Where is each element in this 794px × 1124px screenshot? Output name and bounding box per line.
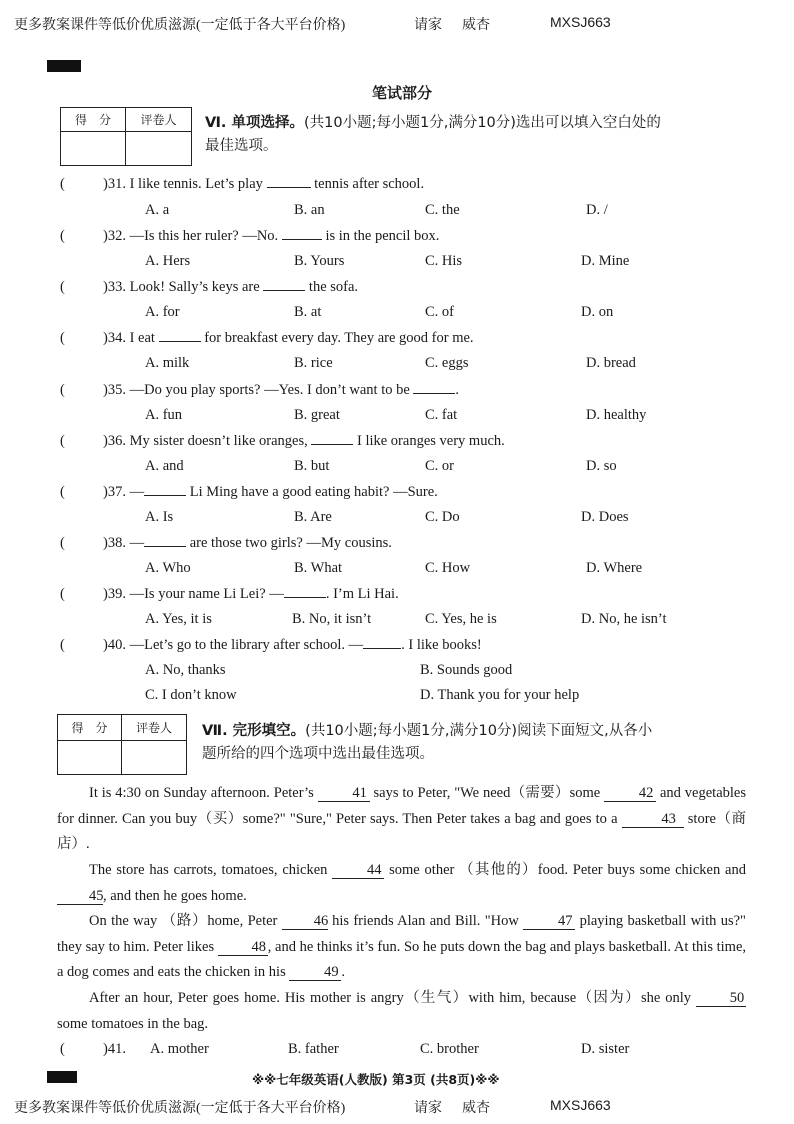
- question-stem-post: for breakfast every day. They are good for me.: [200, 330, 474, 346]
- blank-49: 49: [289, 964, 341, 981]
- banner-text: 更多教案课件等低价优质滋源(一定低于各大平台价格): [14, 1101, 346, 1116]
- question-stem-post: tennis after school.: [310, 176, 425, 192]
- question-row: [0, 228, 794, 248]
- question-stem-pre: Look! Sally’s keys are: [129, 279, 264, 295]
- option-d: D. /: [586, 202, 608, 218]
- passage-paragraph-2: The store has carrots, tomatoes, chicken 44 some other （其他的）food. Peter buys some chicken and 45, and then he goes home.: [57, 858, 746, 909]
- grader-label: 评卷人: [126, 108, 192, 132]
- option-a: A. Who: [145, 560, 191, 576]
- answer-blank: [159, 341, 201, 342]
- question-stem-post: the sofa.: [305, 279, 359, 295]
- section-header: 笔试部分: [372, 84, 433, 102]
- blank-44: 44: [332, 862, 384, 879]
- banner-contact: 请家: [414, 18, 442, 33]
- grader-label: 评卷人: [122, 715, 187, 741]
- blank-46: 46: [282, 913, 328, 930]
- option-b: B. What: [294, 560, 343, 576]
- answer-blank: [363, 648, 401, 649]
- passage-paragraph-1: It is 4:30 on Sunday afternoon. Peter’s 41 says to Peter, "We need（需要）some 42 and vegetables for dinner. Can you buy（买）some?" "Sure," Peter says. Then Peter takes a bag and goes to a 43 store（商店）.: [57, 785, 746, 853]
- part7-desc-line2: 题所给的四个选项中选出最佳选项。: [202, 746, 434, 762]
- question-number: )40.: [103, 637, 126, 653]
- corner-marker: [47, 60, 81, 72]
- answer-paren: (: [60, 228, 65, 244]
- option-d: D. Does: [581, 509, 629, 525]
- question-stem-post: are those two girls? —My cousins.: [186, 535, 392, 551]
- blank-50: 50: [696, 990, 746, 1007]
- answer-blank: [311, 444, 353, 445]
- question-number: )41.: [103, 1041, 126, 1057]
- banner-name: 威杏: [462, 1101, 490, 1116]
- question-text: [103, 484, 438, 501]
- banner-text: 更多教案课件等低价优质滋源(一定低于各大平台价格): [14, 18, 346, 33]
- option-c: C. eggs: [425, 355, 469, 371]
- option-b: B. at: [294, 304, 322, 320]
- answer-blank: [144, 546, 186, 547]
- part7-title: Ⅶ. 完形填空。: [202, 723, 306, 739]
- answer-paren: (: [60, 330, 65, 346]
- answer-blank: [284, 597, 326, 598]
- answer-paren: (: [60, 1041, 65, 1057]
- option-c: C. How: [425, 560, 471, 576]
- question-stem-post: . I’m Li Hai.: [325, 586, 399, 602]
- blank-43: 43: [622, 811, 684, 828]
- option-a: A. milk: [145, 355, 190, 371]
- question-number: )38.: [103, 535, 126, 551]
- option-d: D. Mine: [581, 253, 630, 269]
- question-text: [103, 279, 358, 296]
- option-d: D. sister: [581, 1041, 630, 1057]
- question-41: [0, 1041, 794, 1061]
- question-text: [103, 228, 439, 245]
- question-stem-post: Li Ming have a good eating habit? —Sure.: [186, 484, 438, 500]
- answer-paren: (: [60, 382, 65, 398]
- question-stem-pre: —Let’s go to the library after school. —: [129, 637, 364, 653]
- option-c: C. I don’t know: [145, 687, 237, 703]
- question-stem-post: . I like books!: [401, 637, 482, 653]
- answer-blank: [263, 290, 305, 291]
- question-stem-pre: —: [129, 484, 145, 500]
- blank-41: 41: [318, 785, 370, 802]
- question-text: [103, 382, 459, 399]
- option-b: B. great: [294, 407, 340, 423]
- option-c: C. the: [425, 202, 460, 218]
- score-box-part6: [60, 107, 192, 166]
- blank-45: 45: [57, 888, 103, 905]
- page-footer: ※※七年级英语(人教版) 第3页 (共8页)※※: [252, 1072, 500, 1087]
- part6-desc-line2: 最佳选项。: [205, 138, 278, 154]
- question-stem-post: is in the pencil box.: [321, 228, 440, 244]
- option-a: A. No, thanks: [145, 662, 226, 678]
- option-c: C. or: [425, 458, 454, 474]
- option-d: D. so: [586, 458, 617, 474]
- answer-paren: (: [60, 433, 65, 449]
- option-c: C. Yes, he is: [425, 611, 497, 627]
- question-number: )36.: [103, 433, 126, 449]
- question-number: )32.: [103, 228, 126, 244]
- part6-instructions: [205, 112, 750, 158]
- blank-48: 48: [218, 939, 268, 956]
- option-c: C. Do: [425, 509, 460, 525]
- question-number: )33.: [103, 279, 126, 295]
- top-banner: [14, 14, 794, 34]
- question-text: [103, 586, 399, 603]
- question-stem-post: .: [455, 382, 460, 398]
- option-a: A. for: [145, 304, 180, 320]
- question-row: [0, 279, 794, 299]
- option-d: D. Where: [586, 560, 643, 576]
- question-stem-pre: My sister doesn’t like oranges,: [129, 433, 312, 449]
- question-row: [0, 382, 794, 402]
- option-b: B. Are: [294, 509, 332, 525]
- grader-cell: [122, 741, 187, 775]
- question-row: [0, 176, 794, 196]
- option-a: A. mother: [150, 1041, 209, 1057]
- option-a: A. Is: [145, 509, 174, 525]
- question-text: [103, 433, 505, 450]
- answer-paren: (: [60, 535, 65, 551]
- option-d: D. No, he isn’t: [581, 611, 667, 627]
- question-text: [103, 535, 392, 552]
- question-text: [103, 637, 482, 654]
- question-row: [0, 484, 794, 504]
- option-a: A. fun: [145, 407, 183, 423]
- blank-47: 47: [523, 913, 575, 930]
- answer-blank: [413, 393, 455, 394]
- bottom-banner: [14, 1097, 794, 1117]
- question-stem-pre: I like tennis. Let’s play: [129, 176, 267, 192]
- answer-paren: (: [60, 279, 65, 295]
- part6-desc-line1: (共10小题;每小题1分,满分10分)选出可以填入空白处的: [304, 115, 661, 131]
- banner-code: MXSJ663: [550, 1097, 611, 1113]
- question-stem-pre: —Is this her ruler? —No.: [129, 228, 282, 244]
- option-b: B. but: [294, 458, 330, 474]
- option-a: A. and: [145, 458, 184, 474]
- option-c: C. fat: [425, 407, 458, 423]
- answer-paren: (: [60, 637, 65, 653]
- part6-title: Ⅵ. 单项选择。: [205, 115, 304, 131]
- question-stem-pre: —: [129, 535, 145, 551]
- option-c: C. of: [425, 304, 454, 320]
- score-label: 得 分: [61, 108, 126, 132]
- question-number: )39.: [103, 586, 126, 602]
- answer-blank: [267, 187, 311, 188]
- option-b: B. an: [294, 202, 325, 218]
- answer-paren: (: [60, 484, 65, 500]
- score-label: 得 分: [58, 715, 122, 741]
- banner-name: 威杏: [462, 18, 490, 33]
- option-b: B. Sounds good: [420, 662, 513, 678]
- question-stem-pre: —Do you play sports? —Yes. I don’t want to be: [129, 382, 414, 398]
- question-number: )37.: [103, 484, 126, 500]
- option-c: C. brother: [420, 1041, 479, 1057]
- option-b: B. No, it isn’t: [292, 611, 372, 627]
- blank-42: 42: [604, 785, 656, 802]
- question-row: [0, 433, 794, 453]
- question-number: )34.: [103, 330, 126, 346]
- question-number: )31.: [103, 176, 126, 192]
- option-b: B. rice: [294, 355, 333, 371]
- answer-paren: (: [60, 176, 65, 192]
- part7-instructions: [202, 720, 750, 766]
- question-text: [103, 330, 474, 347]
- passage-paragraph-3: On the way （路）home, Peter 46 his friends Alan and Bill. "How 47 playing basketball with us?" they say to him. Peter likes 48 , and he thinks it’s fun. So he puts down the bag and plays basketball. At this time, a dog comes and eats the chicken in his 49 .: [57, 913, 747, 981]
- question-stem-post: I like oranges very much.: [353, 433, 505, 449]
- option-b: B. Yours: [294, 253, 345, 269]
- bottom-marker: [47, 1071, 77, 1083]
- option-d: D. Thank you for your help: [420, 687, 580, 703]
- question-number: )35.: [103, 382, 126, 398]
- banner-code: MXSJ663: [550, 14, 611, 30]
- option-c: C. His: [425, 253, 463, 269]
- question-row: [0, 586, 794, 606]
- option-d: D. on: [581, 304, 614, 320]
- question-text: [103, 176, 424, 193]
- option-a: A. Yes, it is: [145, 611, 212, 627]
- option-a: A. a: [145, 202, 170, 218]
- banner-contact: 请家: [414, 1101, 442, 1116]
- answer-blank: [144, 495, 186, 496]
- score-box-part7: [57, 714, 187, 775]
- option-d: D. healthy: [586, 407, 647, 423]
- answer-blank: [282, 239, 322, 240]
- option-a: A. Hers: [145, 253, 191, 269]
- grader-cell: [126, 132, 192, 166]
- question-row: [0, 535, 794, 555]
- question-row: [0, 330, 794, 350]
- score-cell: [61, 132, 126, 166]
- passage-paragraph-4: After an hour, Peter goes home. His mother is angry（生气）with him, because（因为）she only 50 some tomatoes in the bag.: [57, 990, 745, 1032]
- question-stem-pre: —Is your name Li Lei? —: [129, 586, 284, 602]
- option-b: B. father: [288, 1041, 339, 1057]
- score-cell: [58, 741, 122, 775]
- question-stem-pre: I eat: [129, 330, 159, 346]
- part7-desc-line1: (共10小题;每小题1分,满分10分)阅读下面短文,从各小: [305, 723, 653, 739]
- question-row: [0, 637, 794, 657]
- answer-paren: (: [60, 586, 65, 602]
- option-d: D. bread: [586, 355, 636, 371]
